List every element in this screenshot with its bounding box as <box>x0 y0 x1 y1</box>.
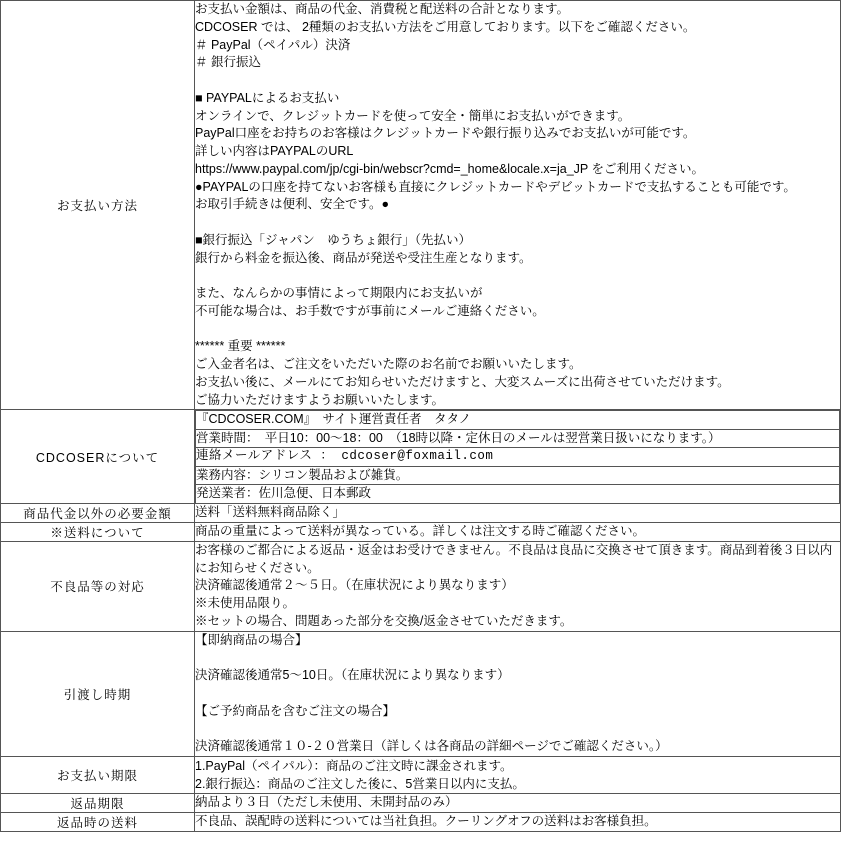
row-value-payment-deadline <box>195 756 841 793</box>
text-line: 決済確認後通常5〜10日。（在庫状況により異なります） <box>195 668 510 682</box>
text-line: 【ご予約商品を含むご注文の場合】 <box>195 703 396 718</box>
text-line: ※未使用品限り。 <box>195 596 296 610</box>
text-line: 不良品、誤配時の送料については当社負担。クーリングオフの送料はお客様負担。 <box>195 814 657 829</box>
text-line: 送料「送料無料商品除く」 <box>195 504 346 519</box>
paypal-url-line: https://www.paypal.com/jp/cgi-bin/webscr?cmd=_home&locale.x=ja_JP をご利用ください。 <box>195 161 704 176</box>
row-label-defective-handling: 不良品等の対応 <box>1 541 195 631</box>
row-label-return-shipping: 返品時の送料 <box>1 813 195 832</box>
row-value-return-shipping <box>195 813 841 832</box>
row-value-return-deadline <box>195 794 841 813</box>
spacer <box>195 72 840 90</box>
text-line: 2.銀行振込：商品のご注文した後に、5営業日以内に支払。 <box>195 776 525 791</box>
text-line: ＃ PayPal（ペイパル）決済 <box>195 37 351 52</box>
text-line: ご入金者名は、ご注文をいただいた際のお名前でお願いいたします。 <box>195 357 582 371</box>
text-line: 納品より３日（ただし未使用、未開封品のみ） <box>195 795 458 810</box>
row-label-about-cdcoser: CDCOSERについて <box>1 410 195 504</box>
text-line: ご協力いただけますようお願いいたします。 <box>195 392 445 407</box>
row-label-return-deadline: 返品期限 <box>1 794 195 813</box>
spacer <box>195 321 840 339</box>
text-line: PayPal口座をお持ちのお客様はクレジットカードや銀行振り込みでお支払いが可能です。 <box>195 126 696 141</box>
table-row <box>1 756 841 793</box>
table-row <box>1 1 841 410</box>
text-line: ※セットの場合、問題あった部分を交換/返金させていただきます。 <box>195 613 573 628</box>
text-line: ＃ 銀行振込 <box>195 55 261 70</box>
table-row <box>1 631 841 756</box>
text-line: 不可能な場合は、お手数ですが事前にメールご連絡ください。 <box>195 303 545 318</box>
spacer <box>195 685 840 703</box>
table-row <box>1 794 841 813</box>
row-value-extra-fees <box>195 503 841 522</box>
row-label-payment-deadline: お支払い期限 <box>1 756 195 793</box>
about-line-shipper: 発送業者：佐川急便、日本郵政 <box>196 485 840 503</box>
about-line-hours: 営業時間： 平日10：00〜18：00 （18時以降・定休日のメールは翌営業日扱いになります。） <box>196 429 840 448</box>
table-row <box>1 522 841 541</box>
row-value-shipping-fee <box>195 522 841 541</box>
text-line: 銀行から料金を振込後、商品が発送や受注生産となります。 <box>195 250 532 265</box>
row-value-payment-method <box>195 1 841 410</box>
row-label-extra-fees: 商品代金以外の必要金額 <box>1 503 195 522</box>
row-label-payment-method: お支払い方法 <box>1 1 195 410</box>
table-row <box>1 503 841 522</box>
text-line: お支払い金額は、商品の代金、消費税と配送料の合計となります。 <box>195 2 570 16</box>
table-row <box>1 410 841 504</box>
text-line: ****** 重要 ****** <box>195 339 286 354</box>
about-line-owner: 『CDCOSER.COM』 サイト運営責任者 タタノ <box>196 411 840 430</box>
row-label-shipping-fee: ※送料について <box>1 522 195 541</box>
list-item <box>196 429 840 448</box>
text-line: ●PAYPALの口座を持てないお客様も直接にクレジットカードやデビットカードで支払することも可能です。 <box>195 179 796 194</box>
about-line-business: 業務内容：シリコン製品および雑貨。 <box>196 466 840 485</box>
list-item <box>196 448 840 467</box>
text-line: オンラインで、クレジットカードを使って安全・簡単にお支払いができます。 <box>195 108 631 123</box>
text-line: 詳しい内容はPAYPALのURL <box>195 144 354 158</box>
text-line: CDCOSER では、 2種類のお支払い方法をご用意しております。以下をご確認ください。 <box>195 19 696 34</box>
text-line: 商品の重量によって送料が異なっている。詳しくは注文する時ご確認ください。 <box>195 523 646 538</box>
spacer <box>195 649 840 667</box>
row-value-delivery-time <box>195 631 841 756</box>
text-line: ■ PAYPALによるお支払い <box>195 90 340 105</box>
text-line: また、なんらかの事情によって期限内にお支払いが <box>195 286 483 300</box>
row-label-delivery-time: 引渡し時期 <box>1 631 195 756</box>
text-line: 決済確認後通常１０-２０営業日（詳しくは各商品の詳細ページでご確認ください。） <box>195 739 668 753</box>
list-item <box>196 466 840 485</box>
list-item <box>196 411 840 430</box>
table-row <box>1 813 841 832</box>
text-line: 1.PayPal（ペイパル）：商品のご注文時に課金されます。 <box>195 758 513 773</box>
text-line: お支払い後に、メールにてお知らせいただけますと、大変スムーズに出荷させていただけます。 <box>195 374 730 389</box>
spacer <box>195 720 840 738</box>
row-value-about-cdcoser <box>195 410 841 504</box>
about-subtable <box>195 410 840 503</box>
table-row <box>1 541 841 631</box>
text-line: お客様のご都合による返品・返金はお受けできません。不良品は良品に交換させて頂きます。商品到着後３日以内にお知らせください。 <box>195 542 833 575</box>
spacer <box>195 267 840 285</box>
text-line: ■銀行振込「ジャパン ゆうちょ銀行」（先払い） <box>195 232 472 247</box>
row-value-defective-handling <box>195 541 841 631</box>
text-line: お取引手続きは便利、安全です。● <box>195 197 390 212</box>
about-line-email: 連絡メールアドレス ： cdcoser@foxmail.com <box>196 448 840 467</box>
spacer <box>195 214 840 232</box>
text-line: 【即納商品の場合】 <box>195 632 308 647</box>
text-line: 決済確認後通常２〜５日。（在庫状況により異なります） <box>195 578 514 593</box>
list-item <box>196 485 840 503</box>
